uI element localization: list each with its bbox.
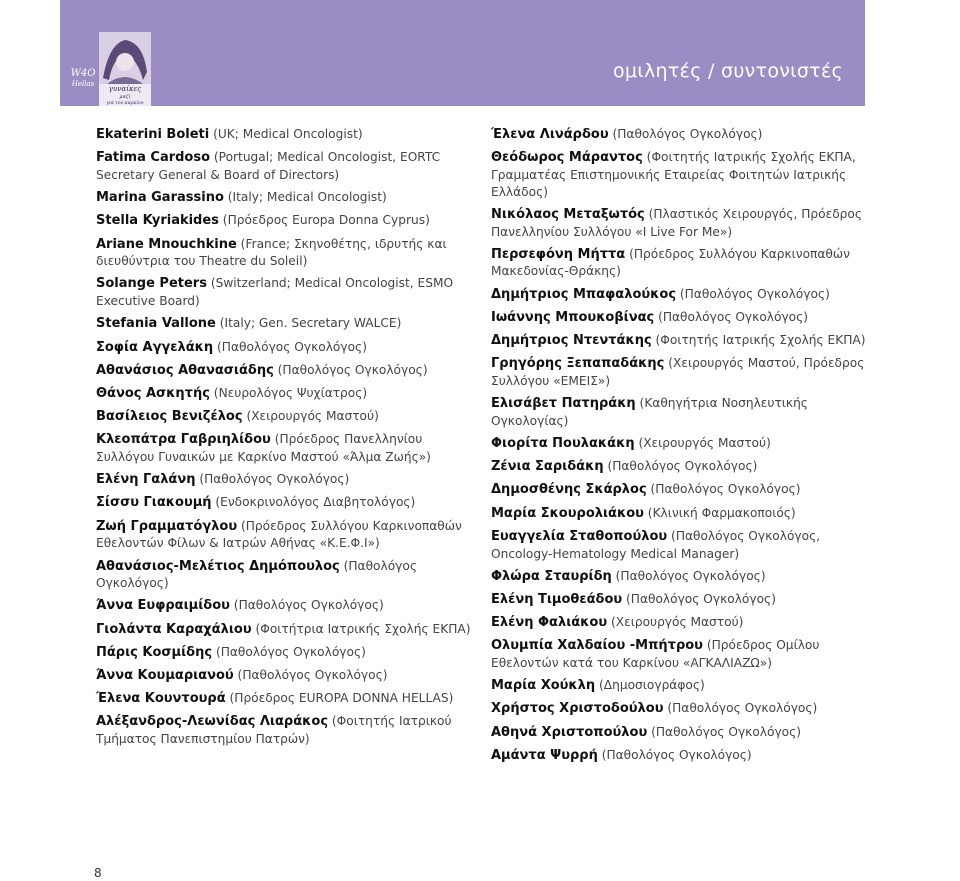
speaker-name: Φιορίτα Πουλακάκη xyxy=(491,436,635,452)
speaker-role: (Switzerland; Medical Oncologist, ESMO Executive Board) xyxy=(96,276,454,309)
speaker-entry xyxy=(491,435,871,453)
speaker-role: (Παθολόγος Ογκολόγος) xyxy=(647,724,802,739)
page-number: 8 xyxy=(94,866,102,880)
speaker-name: Ζωή Γραμματόγλου xyxy=(96,518,238,534)
speaker-role: (Παθολόγος Ογκολόγος) xyxy=(229,598,384,613)
speaker-name: Γρηγόρης Ξεπαπαδάκης xyxy=(491,356,665,372)
speaker-name: Σοφία Αγγελάκη xyxy=(96,339,214,355)
speaker-role: (Παθολόγος Ογκολόγος) xyxy=(213,339,367,354)
speaker-name: Πάρις Κοσμίδης xyxy=(96,644,213,660)
speaker-role: (Φοιτητής Ιατρικής Σχολής ΕΚΠΑ) xyxy=(651,333,866,348)
speaker-entry xyxy=(96,713,476,747)
speaker-role: (Χειρουργός Μαστού) xyxy=(242,409,379,424)
speaker-entry xyxy=(96,558,476,592)
logo-text-sub: Hellas xyxy=(71,80,95,88)
speaker-name: Ελένη Γαλάνη xyxy=(96,472,196,488)
speaker-role: (Πρόεδρος Συλλόγου Καρκινοπαθών Μακεδονίας-Θράκης) xyxy=(491,246,850,279)
speaker-name: Δημήτριος Ντεντάκης xyxy=(491,333,652,349)
speaker-name: Stefania Vallone xyxy=(96,316,216,332)
speaker-role: (Παθολόγος Ογκολόγος) xyxy=(233,668,388,683)
speaker-entry xyxy=(491,286,871,304)
speaker-name: Ελένη Τιμοθεάδου xyxy=(491,591,623,607)
speaker-entry xyxy=(96,275,476,309)
speaker-name: Αθηνά Χριστοπούλου xyxy=(491,724,648,740)
speaker-entry xyxy=(491,332,871,350)
header-banner xyxy=(60,0,865,106)
speaker-name: Αθανάσιος Αθανασιάδης xyxy=(96,362,274,378)
speaker-entry xyxy=(96,315,476,333)
speaker-role: (Πρόεδρος Europa Donna Cyprus) xyxy=(218,213,430,228)
speaker-entry xyxy=(491,149,871,200)
speaker-name: Αθανάσιος-Μελέτιος Δημόπουλος xyxy=(96,558,340,574)
speaker-role: (Παθολόγος Ογκολόγος) xyxy=(212,644,366,659)
speaker-role: (Παθολόγος Ογκολόγος) xyxy=(646,482,801,497)
speaker-name: Stella Kyriakides xyxy=(96,213,219,229)
speaker-role: (Δημοσιογράφος) xyxy=(595,678,705,693)
speaker-role: (Χειρουργός Μαστού, Πρόεδρος Συλλόγου «ΕΜΕΙΣ») xyxy=(491,356,865,388)
speaker-name: Ariane Mnouchkine xyxy=(96,236,237,252)
speaker-name: Ολυμπία Χαλδαίου -Μπήτρου xyxy=(491,638,703,654)
speaker-entry xyxy=(491,505,871,523)
speaker-entry xyxy=(491,481,871,499)
speaker-name: Αμάντα Ψυρρή xyxy=(491,747,598,763)
speaker-entry xyxy=(96,597,476,615)
speaker-role: (Italy; Medical Oncologist) xyxy=(223,190,387,205)
speaker-role: (Πρόεδρος Ομίλου Εθελοντών κατά του Καρκίνου «ΑΓΚΑΛΙΑΖΩ») xyxy=(491,638,820,671)
speaker-role: (Φοιτητής Ιατρικής Σχολής ΕΚΠΑ, Γραμματέας Επιστημονικής Εταιρείας Φοιτητών Ιατρικής Ελλάδος) xyxy=(491,150,856,199)
speaker-role: (Χειρουργός Μαστού) xyxy=(607,615,744,630)
speaker-name: Χρήστος Χριστοδούλου xyxy=(491,701,664,717)
speaker-entry xyxy=(96,339,476,357)
speaker-entry xyxy=(96,518,476,552)
logo-caption-line2: μαζί xyxy=(119,94,131,100)
speaker-role: (Φοιτητής Ιατρικού Τμήματος Πανεπιστημίου Πατρών) xyxy=(96,714,452,747)
speaker-role: (Παθολόγος Ογκολόγος, Oncology-Hematology Medical Manager) xyxy=(491,528,821,561)
logo-text xyxy=(69,68,97,90)
speaker-entry xyxy=(491,206,871,240)
speaker-entry xyxy=(491,591,871,609)
speaker-entry xyxy=(491,246,871,280)
speaker-entry xyxy=(96,494,476,512)
speaker-role: (Πρόεδρος EUROPA DONNA HELLAS) xyxy=(225,691,454,706)
speaker-name: Σίσσυ Γιακουμή xyxy=(96,495,212,511)
speaker-name: Μαρία Χούκλη xyxy=(491,678,596,694)
speaker-name: Περσεφόνη Μήττα xyxy=(491,246,626,262)
speaker-role: (Italy; Gen. Secretary WALCE) xyxy=(215,316,402,331)
speaker-name: Αλέξανδρος-Λεωνίδας Λιαράκος xyxy=(96,714,329,730)
speaker-entry xyxy=(96,644,476,662)
speaker-role: (Παθολόγος Ογκολόγος) xyxy=(195,472,350,487)
speaker-entry xyxy=(96,189,476,207)
speaker-name: Βασίλειος Βενιζέλος xyxy=(96,409,243,425)
speaker-name: Έλενα Κουντουρά xyxy=(96,691,226,707)
logo-caption-line3: για τον καρκίνο xyxy=(106,101,144,106)
speaker-name: Άννα Κουμαριανού xyxy=(96,668,234,684)
speaker-entry xyxy=(96,385,476,403)
speaker-entry xyxy=(491,700,871,718)
speaker-entry xyxy=(96,362,476,380)
speaker-role: (Φοιτήτρια Ιατρικής Σχολής ΕΚΠΑ) xyxy=(251,621,471,636)
speaker-role: (Παθολόγος Ογκολόγος) xyxy=(96,558,417,591)
speaker-role: (Παθολόγος Ογκολόγος) xyxy=(608,127,763,141)
speaker-name: Θεόδωρος Μάραντος xyxy=(491,150,643,166)
page-title: ομιλητές / συντονιστές xyxy=(612,60,843,82)
speaker-name: Ελένη Φαλιάκου xyxy=(491,615,608,631)
speaker-entry xyxy=(491,637,871,671)
speaker-role: (France; Σκηνοθέτης, ιδρυτής και διευθύντρια του Theatre du Soleil) xyxy=(96,236,447,269)
speaker-name: Ελισάβετ Πατηράκη xyxy=(491,396,636,412)
speaker-entry xyxy=(491,395,871,429)
speaker-name: Marina Garassino xyxy=(96,190,224,206)
speaker-role: (Παθολόγος Ογκολόγος) xyxy=(654,309,809,324)
speakers-right-column xyxy=(491,126,871,770)
speaker-entry xyxy=(96,431,476,465)
speaker-role: (Παθολόγος Ογκολόγος) xyxy=(663,701,818,716)
speaker-role: (Παθολόγος Ογκολόγος) xyxy=(603,459,758,474)
speaker-name: Νικόλαος Μεταξωτός xyxy=(491,206,645,222)
logo-photo-icon xyxy=(99,32,151,106)
logo-caption-line1: γυναίκες xyxy=(108,85,142,93)
speaker-role: (Χειρουργός Μαστού) xyxy=(634,436,771,451)
speaker-role: (Πρόεδρος Πανελληνίου Συλλόγου Γυναικών με Καρκίνο Μαστού «Άλμα Ζωής») xyxy=(96,432,431,465)
speaker-entry xyxy=(491,747,871,765)
speaker-role: (Κλινική Φαρμακοποιός) xyxy=(643,505,796,520)
logo-text-main: W4O xyxy=(70,68,96,79)
speaker-entry xyxy=(491,614,871,632)
speakers-left-column xyxy=(96,126,476,753)
speaker-entry xyxy=(96,149,476,183)
speaker-role: (Παθολόγος Ογκολόγος) xyxy=(611,568,766,583)
speaker-name: Fatima Cardoso xyxy=(96,150,211,166)
speaker-role: (Νευρολόγος Ψυχίατρος) xyxy=(209,385,368,400)
speaker-entry xyxy=(491,724,871,742)
speaker-name: Ζένια Σαριδάκη xyxy=(491,459,604,475)
speaker-role: (Παθολόγος Ογκολόγος) xyxy=(622,591,776,606)
speaker-role: (Portugal; Medical Oncologist, EORTC Secretary General & Board of Directors) xyxy=(96,150,441,182)
speaker-name: Ιωάννης Μπουκοβίνας xyxy=(491,309,655,325)
speaker-entry xyxy=(491,126,871,144)
logo-image xyxy=(99,32,151,106)
speaker-name: Μαρία Σκουρολιάκου xyxy=(491,505,644,521)
speaker-name: Έλενα Λινάρδου xyxy=(491,127,609,142)
speaker-role: (Παθολόγος Ογκολόγος) xyxy=(273,362,428,377)
speaker-entry xyxy=(96,212,476,230)
speaker-entry xyxy=(96,236,476,270)
speaker-role: (Παθολόγος Ογκολόγος) xyxy=(597,747,752,762)
speaker-entry xyxy=(96,408,476,426)
speaker-entry xyxy=(96,621,476,639)
speaker-name: Γιολάντα Καραχάλιου xyxy=(96,621,252,637)
speaker-entry xyxy=(491,309,871,327)
speaker-name: Κλεοπάτρα Γαβριηλίδου xyxy=(96,432,271,448)
speaker-name: Ekaterini Boleti xyxy=(96,127,210,142)
speaker-name: Θάνος Ασκητής xyxy=(96,385,210,401)
speaker-name: Φλώρα Σταυρίδη xyxy=(491,568,612,584)
speaker-role: (Πρόεδρος Συλλόγου Καρκινοπαθών Εθελοντών Φίλων & Ιατρών Αθήνας «Κ.Ε.Φ.Ι») xyxy=(96,518,462,551)
speaker-entry xyxy=(96,126,476,144)
speaker-name: Δημοσθένης Σκάρλος xyxy=(491,482,647,498)
speaker-entry xyxy=(491,458,871,476)
speaker-entry xyxy=(96,667,476,685)
logo xyxy=(65,30,155,110)
speaker-name: Ευαγγελία Σταθοπούλου xyxy=(491,528,668,544)
speaker-role: (Καθηγήτρια Νοσηλευτικής Ογκολογίας) xyxy=(491,396,808,428)
speaker-role: (Πλαστικός Χειρουργός, Πρόεδρος Πανελληνίου Συλλόγου «I Live For Me») xyxy=(491,206,863,239)
speaker-entry xyxy=(491,568,871,586)
speaker-name: Δημήτριος Μπαφαλούκος xyxy=(491,286,677,302)
speaker-role: (Ενδοκρινολόγος Διαβητολόγος) xyxy=(211,495,416,510)
speaker-entry xyxy=(491,677,871,695)
speaker-name: Άννα Ευφραιμίδου xyxy=(96,598,230,614)
speaker-name: Solange Peters xyxy=(96,276,207,292)
speaker-entry xyxy=(491,528,871,562)
speaker-entry xyxy=(96,471,476,489)
speaker-role: (Παθολόγος Ογκολόγος) xyxy=(676,286,830,301)
speaker-entry xyxy=(96,690,476,708)
speaker-role: (UK; Medical Oncologist) xyxy=(209,127,363,141)
speaker-entry xyxy=(491,355,871,389)
